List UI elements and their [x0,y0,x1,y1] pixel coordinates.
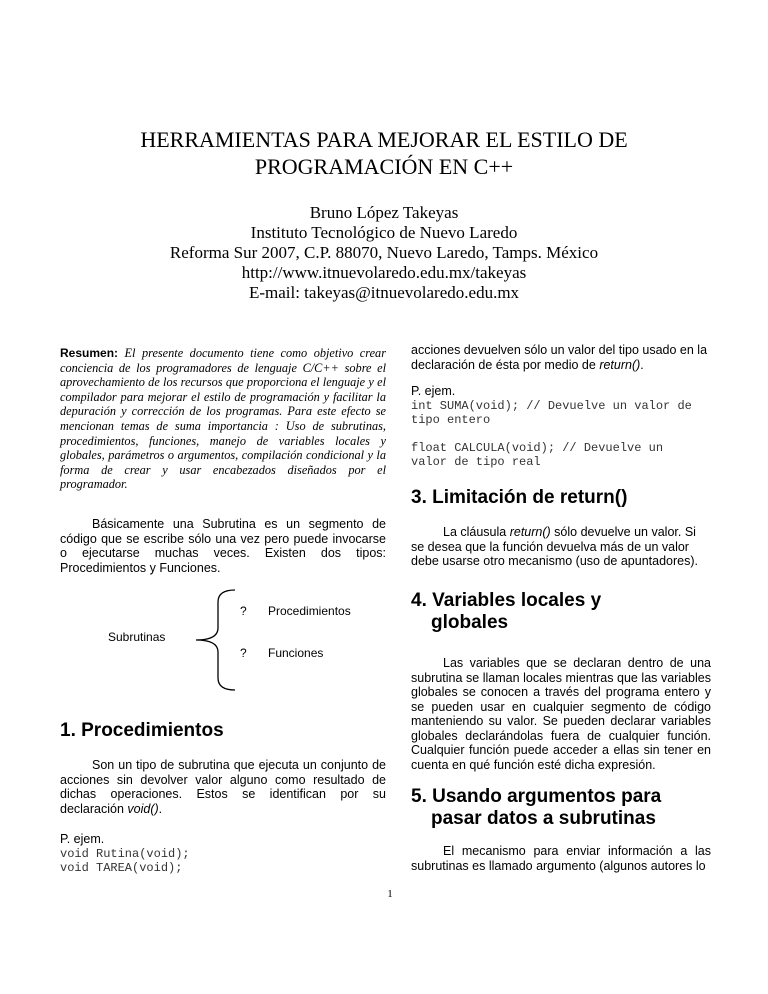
section-4-heading-1: 4. Variables locales y [411,590,602,611]
author-name: Bruno López Takeyas [309,203,459,222]
author-address: Reforma Sur 2007, C.P. 88070, Nuevo Laredo, Tamps. México [169,243,599,262]
intro-paragraph: Básicamente una Subrutina es un segmento de código que se escribe sólo una vez pero puede invocarse o ejecutarse muchas veces. Existen dos tipos: Procedimientos y Funciones. [60,517,386,575]
diagram-item-funciones: Funciones [268,646,324,660]
section-5-heading-2: pasar datos a subrutinas [431,808,656,829]
right-code-2: float CALCULA(void); // Devuelve un valor de tipo real [411,440,664,469]
section-1-code-2: void TAREA(void); [60,860,183,875]
title-line-2: PROGRAMACIÓN EN C++ [254,154,514,179]
section-5-text: El mecanismo para enviar información a las subrutinas es llamado argumento (algunos autores lo [411,844,711,873]
diagram-root: Subrutinas [108,630,166,644]
diagram-item-procedimientos: Procedimientos [268,604,351,618]
author-email[interactable]: E-mail: takeyas@itnuevolaredo.edu.mx [248,283,520,302]
author-institution: Instituto Tecnológico de Nuevo Laredo [250,223,518,242]
section-1-text: Son un tipo de subrutina que ejecuta un conjunto de acciones sin devolver valor alguno como resultado de dichas operaciones. Estos se identifican por su declaración void(). [60,758,386,816]
bullet-1: ? [240,604,247,618]
section-5-heading-1: 5. Usando argumentos para [411,786,662,807]
page-number: 1 [387,888,393,900]
abstract-text: El presente documento tiene como objetivo crear conciencia de los programadores de lenguaje C/C++ sobre el aprovechamiento de los recursos que proporciona el lenguaje y el compilador para mejorar el estilo de programación y facilitar la depuración y corrección de los programas. Para este efecto se mencionan temas de suma importancia : Uso de subrutinas, procedimientos, funciones, manejo de variables locales y globales, parámetros o argumentos, compilación condicional y la forma de crear y usar encabezados diseñados por el programador. [60,346,386,492]
section-4-heading-2: globales [431,612,509,633]
right-code-1: int SUMA(void); // Devuelve un valor de tipo entero [411,398,692,427]
bullet-2: ? [240,646,247,660]
section-4-text: Las variables que se declaran dentro de una subrutina se llaman locales mientras que las variables globales se conocen a través del programa entero y se pueden usar en cualquier segmento de código manteniendo su valor. Se pueden declarar variables globales declarándolas fuera de cualquier función. Cualquier función puede acceder a ellas sin tener en cuenta en qué función esté dicha expresión. [411,656,711,772]
section-1 [60,720,386,875]
section-1-code-1: void Rutina(void); [60,846,190,861]
section-3-text: La cláusula return() sólo devuelve un valor. Si se desea que la función devuelva más de un valor debe usarse otro mecanismo (uso de apuntadores). [411,525,698,568]
right-top-block [411,343,711,469]
right-example-label: P. ejem. [411,384,456,398]
author-url[interactable]: http://www.itnuevolaredo.edu.mx/takeyas [241,263,527,282]
title-line-1: HERRAMIENTAS PARA MEJORAR EL ESTILO DE [140,127,628,152]
abstract [60,346,386,492]
section-1-heading: 1. Procedimientos [60,720,224,741]
abstract-label: Resumen: [60,346,119,360]
section-1-example-label: P. ejem. [60,832,105,846]
paper-title [60,126,708,180]
right-top-text: acciones devuelven sólo un valor del tipo usado en la declaración de ésta por medio de return(). [411,343,708,372]
section-5 [411,786,711,873]
section-4 [411,590,711,772]
section-3 [411,487,711,569]
author-block [60,203,708,303]
section-3-heading: 3. Limitación de return() [411,487,628,508]
